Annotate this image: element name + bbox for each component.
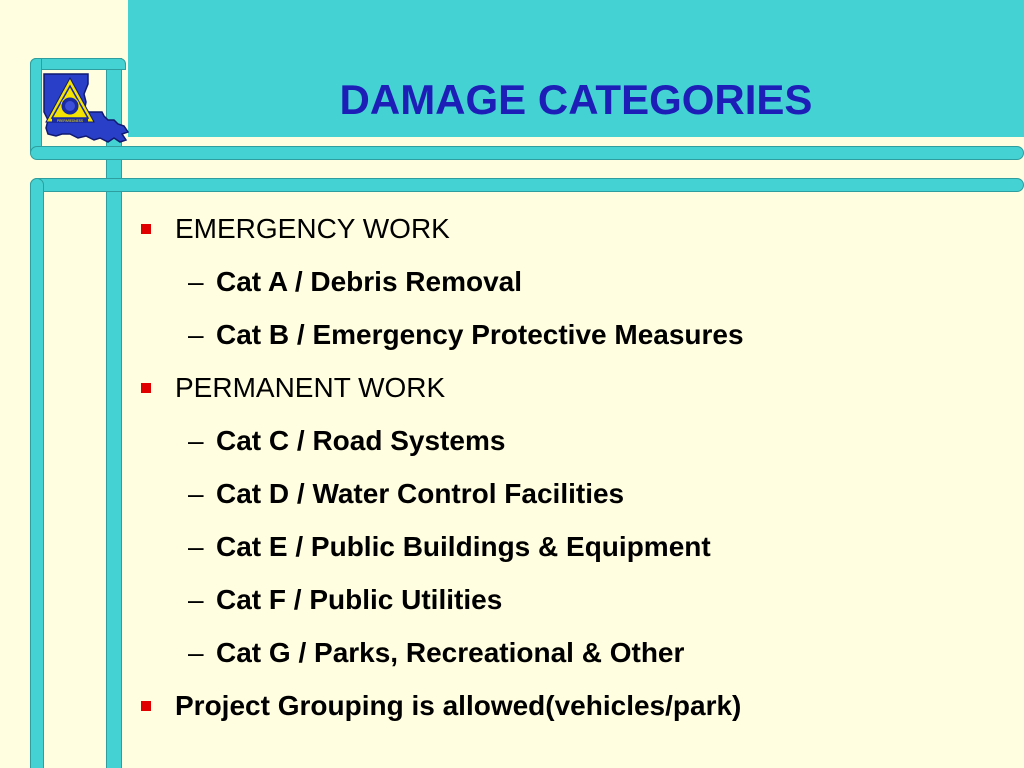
sub-list-item — [136, 573, 996, 626]
square-bullet-icon — [141, 224, 151, 234]
list-item — [136, 679, 996, 732]
list-item-text: Cat G / Parks, Recreational & Other — [216, 636, 685, 668]
dash-marker: – — [188, 583, 204, 615]
decorative-bar-vertical-outer — [30, 178, 44, 768]
sub-list-item — [136, 520, 996, 573]
sub-list-item — [136, 414, 996, 467]
decorative-frame-left — [30, 58, 42, 158]
dash-marker: – — [188, 636, 204, 668]
sub-list-item — [136, 308, 996, 361]
decorative-bar-horizontal-1 — [30, 146, 1024, 160]
decorative-bar-horizontal-2 — [30, 178, 1024, 192]
dash-marker: – — [188, 477, 204, 509]
square-bullet-icon — [141, 383, 151, 393]
bullet-list — [136, 202, 996, 732]
sub-list-item — [136, 255, 996, 308]
list-item — [136, 361, 996, 414]
dash-marker: – — [188, 265, 204, 297]
square-bullet-icon — [141, 701, 151, 711]
dash-marker: – — [188, 530, 204, 562]
sub-list-item — [136, 626, 996, 679]
sub-list-item — [136, 467, 996, 520]
list-item-text: Cat D / Water Control Facilities — [216, 477, 625, 509]
list-item-text: Cat B / Emergency Protective Measures — [216, 318, 744, 350]
dash-marker: – — [188, 318, 204, 350]
decorative-bar-vertical-inner — [106, 58, 122, 768]
list-item-text: Cat A / Debris Removal — [216, 265, 523, 297]
list-item-text: EMERGENCY WORK — [175, 212, 450, 244]
list-item-text: Cat E / Public Buildings & Equipment — [216, 530, 711, 562]
list-item — [136, 202, 996, 255]
decorative-frame-top — [30, 58, 126, 70]
list-item-text: Cat F / Public Utilities — [216, 583, 503, 615]
dash-marker: – — [188, 424, 204, 456]
list-item-text: PERMANENT WORK — [175, 371, 446, 403]
page-title: DAMAGE CATEGORIES — [339, 76, 813, 123]
louisiana-emergency-preparedness-seal-icon — [42, 72, 130, 150]
list-item-text: Cat C / Road Systems — [216, 424, 506, 456]
list-item-text: Project Grouping is allowed(vehicles/park) — [175, 689, 742, 721]
seal-text: PREPAREDNESS — [57, 119, 83, 123]
